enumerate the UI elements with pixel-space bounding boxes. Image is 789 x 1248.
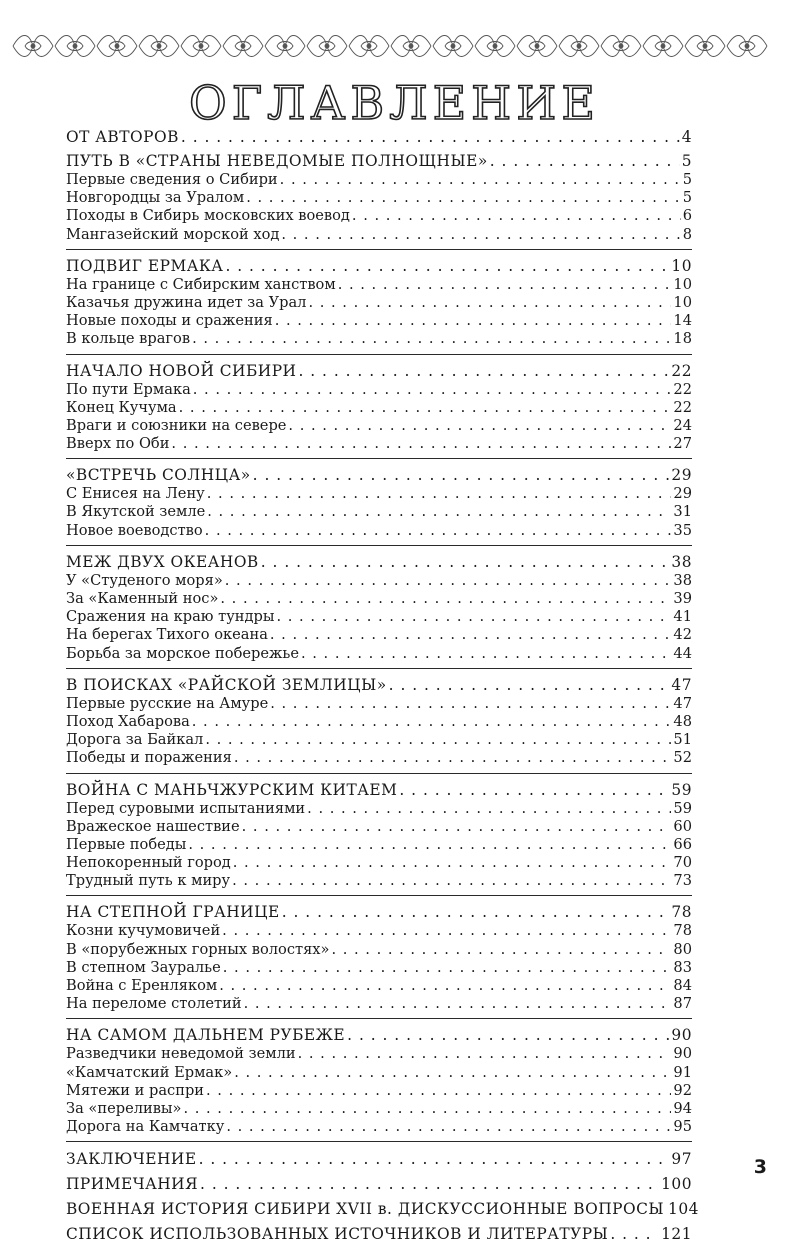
toc-page-number: 48 xyxy=(673,712,692,730)
toc-entry-title: ОТ АВТОРОВ xyxy=(66,128,179,146)
toc-page-number: 41 xyxy=(673,608,692,626)
toc-chapter-entry[interactable] xyxy=(66,780,692,800)
toc-section xyxy=(66,1223,692,1245)
toc-entry-title: Новые походы и сражения xyxy=(66,312,273,330)
toc-subsection-entry[interactable] xyxy=(66,977,692,995)
toc-page-number: 47 xyxy=(673,694,692,712)
toc-page-number: 91 xyxy=(673,1063,692,1081)
toc-entry-title: МЕЖ ДВУХ ОКЕАНОВ xyxy=(66,552,259,571)
toc-subsection-entry[interactable] xyxy=(66,959,692,977)
toc-entry-title: ПОДВИГ ЕРМАКА xyxy=(66,256,224,275)
toc-chapter-entry[interactable] xyxy=(66,1173,692,1195)
toc-subsection-entry[interactable] xyxy=(66,1045,692,1063)
toc-chapter-entry[interactable] xyxy=(66,1025,692,1045)
toc-entry-title: Разведчики неведомой земли xyxy=(66,1045,296,1063)
toc-entry-title: Дорога за Байкал xyxy=(66,731,204,749)
toc-chapter-entry[interactable] xyxy=(66,126,692,148)
dot-leader xyxy=(244,995,672,1013)
toc-page-number: 10 xyxy=(671,256,692,275)
toc-subsection-entry[interactable] xyxy=(66,399,692,417)
dot-leader xyxy=(276,608,671,626)
toc-page-number: 78 xyxy=(671,903,692,922)
dot-leader xyxy=(171,435,671,453)
toc-page-number: 97 xyxy=(671,1150,692,1169)
toc-page-number: 27 xyxy=(673,435,692,453)
toc-page-number: 78 xyxy=(673,922,692,940)
toc-entry-title: Непокоренный город xyxy=(66,854,231,872)
toc-entry-title: ВОЕННАЯ ИСТОРИЯ СИБИРИ XVII в. ДИСКУССИОННЫЕ ВОПРОСЫ xyxy=(66,1200,665,1219)
toc-page-number: 10 xyxy=(673,293,692,311)
dot-leader xyxy=(307,800,671,818)
toc-subsection-entry[interactable] xyxy=(66,189,692,207)
toc-chapter-entry[interactable] xyxy=(66,902,692,922)
toc-subsection-entry[interactable] xyxy=(66,1064,692,1082)
toc-entry-title: Первые сведения о Сибири xyxy=(66,171,278,188)
toc-subsection-entry[interactable] xyxy=(66,276,692,294)
toc-subsection-entry[interactable] xyxy=(66,922,692,940)
toc-subsection-entry[interactable] xyxy=(66,312,692,330)
toc-page-number: 31 xyxy=(673,503,692,521)
toc-subsection-entry[interactable] xyxy=(66,872,692,890)
toc-chapter-entry[interactable] xyxy=(66,552,692,572)
toc-entry-title: Трудный путь к миру xyxy=(66,872,231,890)
toc-entry-title: За «Каменный нос» xyxy=(66,590,219,607)
table-of-contents xyxy=(66,126,699,1248)
dot-leader xyxy=(200,1173,659,1195)
toc-page-number: 42 xyxy=(673,626,692,644)
dot-leader xyxy=(352,207,681,225)
toc-subsection-entry[interactable] xyxy=(66,1100,692,1118)
decorative-border-ornament xyxy=(12,30,768,62)
toc-page-number: 4 xyxy=(681,128,692,146)
toc-page-number: 29 xyxy=(671,466,692,485)
toc-section xyxy=(66,902,692,1019)
toc-subsection-entry[interactable] xyxy=(66,645,692,663)
toc-entry-title: За «переливы» xyxy=(66,1099,182,1117)
toc-page-number: 121 xyxy=(661,1225,692,1244)
toc-subsection-entry[interactable] xyxy=(66,800,692,818)
toc-page-number: 60 xyxy=(673,817,692,835)
toc-entry-title: СПИСОК ИСПОЛЬЗОВАННЫХ ИСТОЧНИКОВ И ЛИТЕРАТУРЫ xyxy=(66,1225,609,1244)
toc-section xyxy=(66,126,692,148)
toc-page-number: 6 xyxy=(682,207,692,225)
toc-subsection-entry[interactable] xyxy=(66,749,692,767)
dot-leader xyxy=(193,381,672,399)
toc-page-number: 44 xyxy=(673,644,692,662)
toc-chapter-entry[interactable] xyxy=(66,151,692,171)
toc-page-number: 5 xyxy=(682,189,692,207)
toc-subsection-entry[interactable] xyxy=(66,207,692,225)
toc-page-number: 10 xyxy=(673,275,692,293)
dot-leader xyxy=(389,675,670,695)
toc-entry-title: Победы и поражения xyxy=(66,749,232,767)
page-title: ОГЛАВЛЕНИЕ xyxy=(189,76,600,130)
toc-page-number: 92 xyxy=(673,1081,692,1099)
toc-page-number: 38 xyxy=(671,552,692,571)
dot-leader xyxy=(225,256,669,276)
toc-section xyxy=(66,675,692,774)
toc-page-number: 94 xyxy=(673,1099,692,1117)
page-number: 3 xyxy=(753,1156,767,1178)
toc-section xyxy=(66,1148,692,1170)
dot-leader xyxy=(331,941,671,959)
toc-page-number: 59 xyxy=(671,780,692,799)
dot-leader xyxy=(181,126,680,148)
dot-leader xyxy=(298,361,669,381)
toc-chapter-entry[interactable] xyxy=(66,1223,692,1245)
toc-entry-title: Новое воеводство xyxy=(66,521,203,539)
dot-leader xyxy=(242,818,672,836)
dot-leader xyxy=(308,294,671,312)
toc-entry-title: Конец Кучума xyxy=(66,398,177,416)
toc-page-number: 100 xyxy=(661,1175,692,1194)
dot-leader xyxy=(280,171,681,189)
toc-section xyxy=(66,1173,692,1195)
dot-leader xyxy=(223,959,672,977)
toc-subsection-entry[interactable] xyxy=(66,590,692,608)
toc-subsection-entry[interactable] xyxy=(66,695,692,713)
toc-entry-title: По пути Ермака xyxy=(66,380,191,398)
dot-leader xyxy=(246,189,680,207)
toc-section xyxy=(66,780,692,897)
toc-page-number: 73 xyxy=(673,872,692,890)
toc-subsection-entry[interactable] xyxy=(66,503,692,521)
dot-leader xyxy=(261,552,670,572)
toc-entry-title: В кольце врагов xyxy=(66,330,191,348)
toc-entry-title: Походы в Сибирь московских воевод xyxy=(66,207,350,225)
toc-entry-title: В ПОИСКАХ «РАЙСКОЙ ЗЕМЛИЦЫ» xyxy=(66,675,387,694)
toc-subsection-entry[interactable] xyxy=(66,330,692,348)
dot-leader xyxy=(275,312,672,330)
toc-entry-title: На границе с Сибирским ханством xyxy=(66,275,336,293)
toc-entry-title: НА САМОМ ДАЛЬНЕМ РУБЕЖЕ xyxy=(66,1026,346,1045)
toc-page-number: 39 xyxy=(673,590,692,607)
toc-entry-title: ВОЙНА С МАНЬЧЖУРСКИМ КИТАЕМ xyxy=(66,780,398,799)
toc-page-number: 90 xyxy=(671,1026,692,1045)
toc-entry-title: Борьба за морское побережье xyxy=(66,644,299,662)
toc-subsection-entry[interactable] xyxy=(66,171,692,189)
toc-page-number: 22 xyxy=(673,380,692,398)
toc-page-number: 38 xyxy=(673,571,692,589)
dot-leader xyxy=(234,1064,671,1082)
toc-entry-title: В Якутской земле xyxy=(66,503,206,521)
toc-entry-title: НАЧАЛО НОВОЙ СИБИРИ xyxy=(66,361,297,380)
toc-page-number: 5 xyxy=(682,171,692,188)
toc-entry-title: Мятежи и распри xyxy=(66,1081,205,1099)
toc-page-number: 83 xyxy=(673,958,692,976)
toc-subsection-entry[interactable] xyxy=(66,941,692,959)
dot-leader xyxy=(253,465,670,485)
toc-entry-title: Первые русские на Амуре xyxy=(66,694,269,712)
dot-leader xyxy=(282,902,670,922)
toc-subsection-entry[interactable] xyxy=(66,226,692,244)
dot-leader xyxy=(222,922,671,940)
toc-chapter-entry[interactable] xyxy=(66,465,692,485)
toc-subsection-entry[interactable] xyxy=(66,435,692,453)
dot-leader xyxy=(219,977,671,995)
toc-page-number: 80 xyxy=(673,940,692,958)
toc-chapter-entry[interactable] xyxy=(66,361,692,381)
toc-entry-title: «ВСТРЕЧЬ СОЛНЦА» xyxy=(66,466,251,485)
toc-section xyxy=(66,151,692,250)
toc-entry-title: Враги и союзники на севере xyxy=(66,416,287,434)
toc-subsection-entry[interactable] xyxy=(66,854,692,872)
toc-subsection-entry[interactable] xyxy=(66,294,692,312)
toc-page-number: 22 xyxy=(673,398,692,416)
toc-entry-title: В степном Зауралье xyxy=(66,958,221,976)
toc-entry-title: На переломе столетий xyxy=(66,995,242,1013)
toc-subsection-entry[interactable] xyxy=(66,713,692,731)
toc-subsection-entry[interactable] xyxy=(66,1082,692,1100)
dot-leader xyxy=(298,1045,672,1063)
toc-chapter-entry[interactable] xyxy=(66,1148,692,1170)
dot-leader xyxy=(281,226,680,244)
toc-page-number: 95 xyxy=(673,1118,692,1136)
dot-leader xyxy=(270,695,671,713)
toc-entry-title: ПУТЬ В «СТРАНЫ НЕВЕДОМЫЕ ПОЛНОЩНЫЕ» xyxy=(66,152,488,170)
dot-leader xyxy=(226,1118,671,1136)
toc-section xyxy=(66,552,692,669)
toc-entry-title: Сражения на краю тундры xyxy=(66,608,275,626)
toc-page-number: 22 xyxy=(671,361,692,380)
dot-leader xyxy=(490,151,680,171)
dot-leader xyxy=(399,780,669,800)
toc-entry-title: Козни кучумовичей xyxy=(66,922,221,940)
dot-leader xyxy=(232,872,671,890)
toc-page-number: 66 xyxy=(673,835,692,853)
toc-subsection-entry[interactable] xyxy=(66,818,692,836)
toc-page-number: 29 xyxy=(673,485,692,503)
toc-entry-title: С Енисея на Лену xyxy=(66,485,205,503)
toc-page-number: 24 xyxy=(673,416,692,434)
dot-leader xyxy=(207,485,672,503)
toc-entry-title: Новгородцы за Уралом xyxy=(66,189,245,207)
toc-entry-title: НА СТЕПНОЙ ГРАНИЦЕ xyxy=(66,903,280,922)
toc-entry-title: Дорога на Камчатку xyxy=(66,1118,225,1136)
toc-entry-title: Вражеское нашествие xyxy=(66,817,240,835)
dot-leader xyxy=(183,1100,671,1118)
toc-page-number: 8 xyxy=(682,225,692,243)
toc-page-number: 52 xyxy=(673,749,692,767)
toc-page-number: 51 xyxy=(673,731,692,749)
toc-subsection-entry[interactable] xyxy=(66,626,692,644)
dot-leader xyxy=(192,713,672,731)
dot-leader xyxy=(301,645,671,663)
toc-entry-title: У «Студеного моря» xyxy=(66,571,223,589)
toc-entry-title: В «порубежных горных волостях» xyxy=(66,940,330,958)
toc-page-number: 84 xyxy=(673,977,692,994)
dot-leader xyxy=(205,731,671,749)
toc-subsection-entry[interactable] xyxy=(66,995,692,1013)
toc-page-number: 5 xyxy=(681,152,692,170)
toc-subsection-entry[interactable] xyxy=(66,1118,692,1136)
toc-section xyxy=(66,361,692,460)
dot-leader xyxy=(199,1148,670,1170)
toc-page-number: 59 xyxy=(673,799,692,817)
dot-leader xyxy=(338,276,672,294)
toc-subsection-entry[interactable] xyxy=(66,608,692,626)
toc-subsection-entry[interactable] xyxy=(66,836,692,854)
toc-page-number: 90 xyxy=(673,1045,692,1063)
dot-leader xyxy=(233,854,672,872)
toc-entry-title: Вверх по Оби xyxy=(66,435,170,453)
toc-entry-title: Казачья дружина идет за Урал xyxy=(66,293,307,311)
toc-page-number: 47 xyxy=(671,675,692,694)
toc-entry-title: Мангазейский морской ход xyxy=(66,225,280,243)
toc-entry-title: ПРИМЕЧАНИЯ xyxy=(66,1175,199,1194)
dot-leader xyxy=(220,590,671,608)
dot-leader xyxy=(610,1223,659,1245)
dot-leader xyxy=(207,503,671,521)
toc-page-number: 70 xyxy=(673,854,692,872)
toc-entry-title: ЗАКЛЮЧЕНИЕ xyxy=(66,1150,197,1169)
toc-chapter-entry[interactable] xyxy=(66,1198,699,1220)
toc-entry-title: Война с Еренляком xyxy=(66,977,218,994)
toc-entry-title: Поход Хабарова xyxy=(66,712,190,730)
toc-page-number: 14 xyxy=(673,312,692,330)
toc-page-number: 35 xyxy=(673,521,692,539)
toc-page-number: 104 xyxy=(668,1200,699,1219)
toc-page-number: 87 xyxy=(673,995,692,1013)
toc-chapter-entry[interactable] xyxy=(66,256,692,276)
toc-subsection-entry[interactable] xyxy=(66,572,692,590)
toc-subsection-entry[interactable] xyxy=(66,522,692,540)
dot-leader xyxy=(347,1025,669,1045)
toc-section xyxy=(66,465,692,546)
dot-leader xyxy=(188,836,671,854)
dot-leader xyxy=(234,749,672,767)
toc-entry-title: На берегах Тихого океана xyxy=(66,626,268,644)
dot-leader xyxy=(179,399,672,417)
dot-leader xyxy=(225,572,672,590)
toc-entry-title: Перед суровыми испытаниями xyxy=(66,799,306,817)
toc-section xyxy=(66,256,692,355)
toc-entry-title: Первые победы xyxy=(66,835,187,853)
dot-leader xyxy=(288,417,671,435)
toc-page-number: 18 xyxy=(673,330,692,348)
toc-subsection-entry[interactable] xyxy=(66,381,692,399)
toc-subsection-entry[interactable] xyxy=(66,731,692,749)
toc-section xyxy=(66,1198,699,1220)
toc-section xyxy=(66,1025,692,1142)
dot-leader xyxy=(192,330,671,348)
toc-chapter-entry[interactable] xyxy=(66,675,692,695)
dot-leader xyxy=(270,626,672,644)
toc-subsection-entry[interactable] xyxy=(66,417,692,435)
dot-leader xyxy=(205,522,672,540)
toc-entry-title: «Камчатский Ермак» xyxy=(66,1063,233,1081)
dot-leader xyxy=(206,1082,671,1100)
toc-subsection-entry[interactable] xyxy=(66,485,692,503)
